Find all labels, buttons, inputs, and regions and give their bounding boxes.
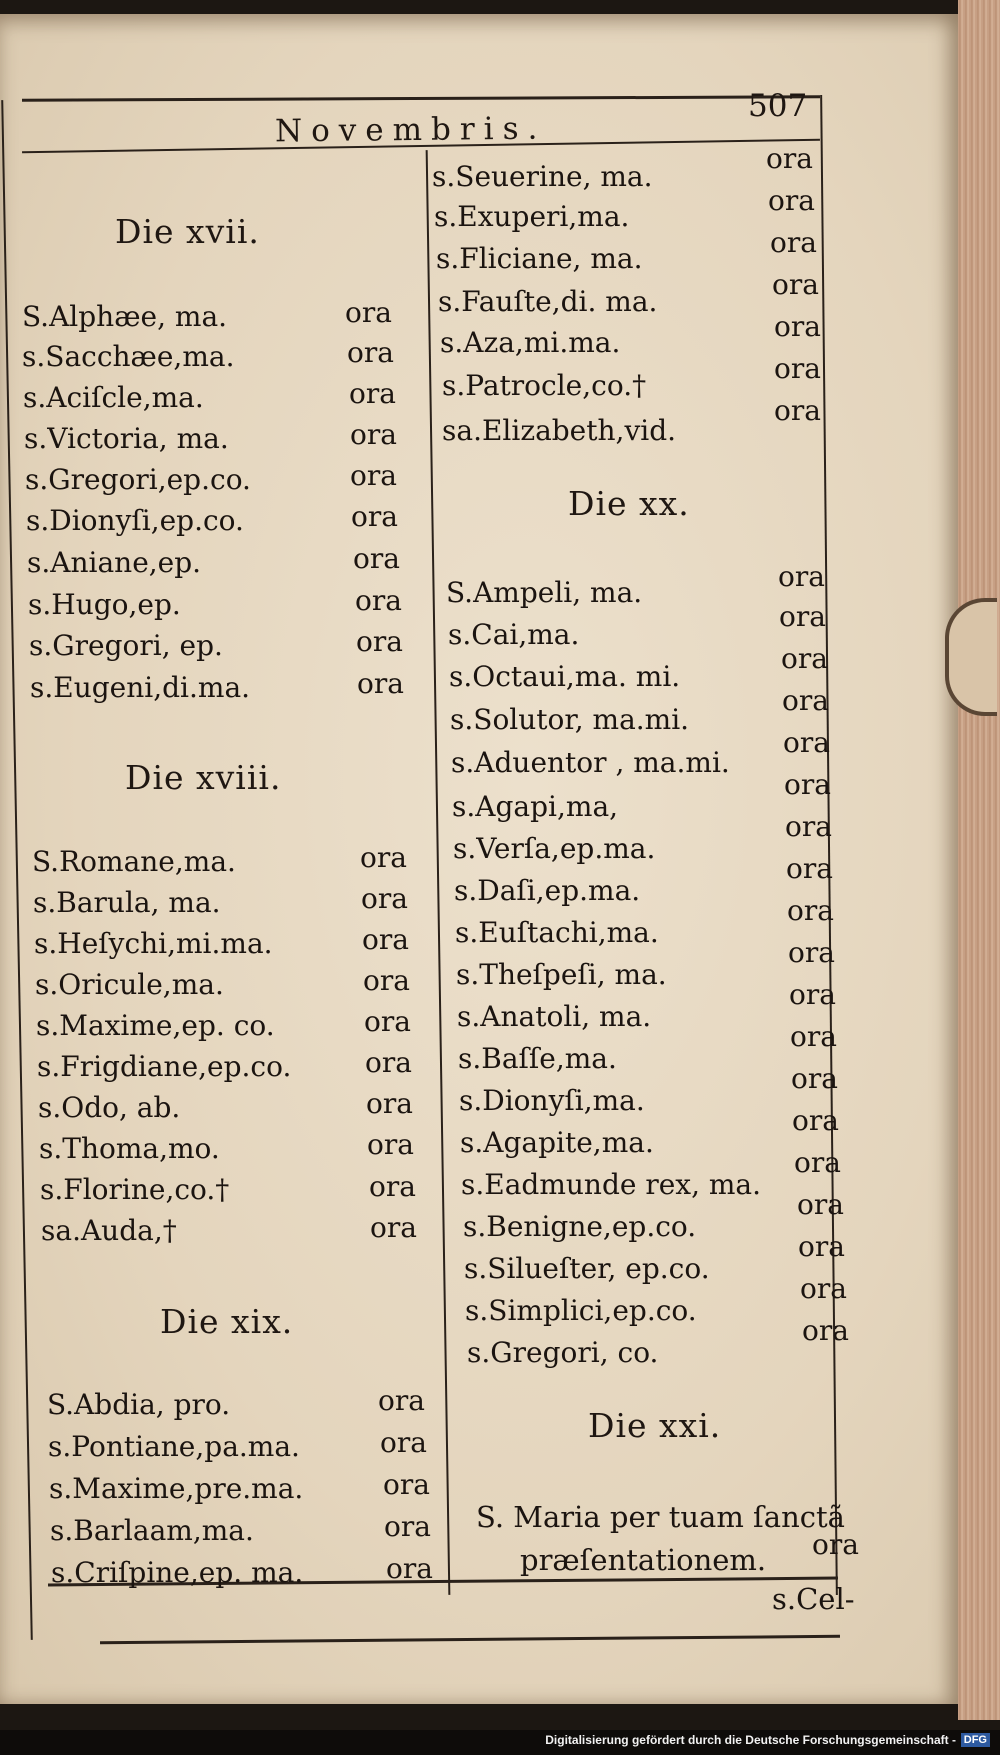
ora-response: ora (386, 1552, 433, 1585)
list-item: s.Solutor, ma.mi. (450, 703, 690, 736)
ora-response: ora (380, 1426, 427, 1459)
list-item: s.Maxime,pre.ma. (49, 1472, 304, 1505)
ora-response: ora (785, 810, 832, 843)
ora-response: ora (768, 184, 815, 217)
running-head: Novembris. (274, 110, 547, 150)
ora-response: ora (786, 852, 833, 885)
list-item: s.Cai,ma. (448, 618, 580, 651)
ora-response: ora (361, 882, 408, 915)
list-item: S.Abdia, pro. (47, 1388, 231, 1421)
list-item: S.Ampeli, ma. (446, 576, 643, 609)
ora-response: ora (789, 978, 836, 1011)
page-edges (958, 0, 1000, 1720)
ora-response: ora (774, 310, 821, 343)
list-item: s.Heſychi,mi.ma. (34, 927, 273, 960)
ora-response: ora (345, 296, 392, 329)
list-item: s.Aciſcle,ma. (23, 381, 204, 414)
catchword: s.Cel- (772, 1582, 855, 1616)
ora-response: ora (766, 142, 813, 175)
list-item: s.Victoria, ma. (24, 422, 229, 455)
day-heading-21: Die xxi. (588, 1406, 722, 1445)
list-item: S.Romane,ma. (32, 845, 236, 878)
ora-response: ora (356, 625, 403, 658)
ora-response: ora (365, 1046, 412, 1079)
ora-response: ora (812, 1528, 859, 1561)
list-item: s.Aza,mi.ma. (440, 326, 621, 359)
prayer-line: S. Maria per tuam ſanctã (476, 1500, 845, 1534)
ora-response: ora (350, 459, 397, 492)
list-item: s.Pontiane,pa.ma. (48, 1430, 300, 1463)
ora-response: ora (784, 768, 831, 801)
ora-response: ora (369, 1170, 416, 1203)
ora-response: ora (774, 394, 821, 427)
ora-response: ora (778, 560, 825, 593)
ora-response: ora (353, 542, 400, 575)
list-item: s.Gregori,ep.co. (25, 463, 251, 496)
list-item: s.Gregori, co. (467, 1336, 659, 1369)
ora-response: ora (791, 1062, 838, 1095)
ora-response: ora (366, 1087, 413, 1120)
ora-response: ora (351, 500, 398, 533)
ora-response: ora (360, 841, 407, 874)
book-clasp (945, 598, 997, 716)
list-item: s.Patrocle,co.† (442, 369, 647, 402)
list-item: s.Barlaam,ma. (50, 1514, 254, 1547)
list-item: s.Simplici,ep.co. (465, 1294, 697, 1327)
ora-response: ora (787, 894, 834, 927)
ora-response: ora (798, 1230, 845, 1263)
ora-response: ora (788, 936, 835, 969)
list-item: s.Benigne,ep.co. (463, 1210, 697, 1243)
list-item: s.Maxime,ep. co. (36, 1009, 275, 1042)
ora-response: ora (370, 1211, 417, 1244)
ora-response: ora (347, 336, 394, 369)
list-item: s.Eadmunde rex, ma. (461, 1168, 762, 1201)
ora-response: ora (783, 726, 830, 759)
ora-response: ora (378, 1384, 425, 1417)
ora-response: ora (782, 684, 829, 717)
list-item: s.Theſpeſi, ma. (456, 958, 667, 991)
prayer-line-continued: præſentationem. (520, 1543, 767, 1577)
dfg-logo: DFG (961, 1733, 990, 1747)
list-item: sa.Auda,† (41, 1214, 177, 1247)
ora-response: ora (797, 1188, 844, 1221)
ora-response: ora (772, 268, 819, 301)
list-item: s.Dionyſi,ep.co. (26, 504, 244, 537)
list-item: s.Baſſe,ma. (458, 1042, 617, 1075)
ora-response: ora (802, 1314, 849, 1347)
list-item: s.Verſa,ep.ma. (453, 832, 656, 865)
list-item: sa.Elizabeth,vid. (442, 414, 677, 447)
list-item: s.Odo, ab. (38, 1091, 181, 1124)
day-heading-19: Die xix. (160, 1302, 294, 1341)
ora-response: ora (790, 1020, 837, 1053)
list-item: s.Aduentor , ma.mi. (451, 746, 730, 779)
ora-response: ora (770, 226, 817, 259)
list-item: s.Anatoli, ma. (457, 1000, 652, 1033)
list-item: s.Agapi,ma, (452, 790, 619, 823)
ora-response: ora (794, 1146, 841, 1179)
ora-response: ora (350, 418, 397, 451)
ora-response: ora (367, 1128, 414, 1161)
ora-response: ora (792, 1104, 839, 1137)
list-item: s.Seuerine, ma. (432, 160, 653, 193)
list-item: s.Hugo,ep. (28, 588, 181, 621)
ora-response: ora (779, 600, 826, 633)
list-item: s.Aniane,ep. (27, 546, 202, 579)
ora-response: ora (800, 1272, 847, 1305)
ora-response: ora (781, 642, 828, 675)
list-item: s.Daſi,ep.ma. (454, 874, 641, 907)
list-item: s.Criſpine,ep. ma. (51, 1556, 304, 1589)
day-heading-20: Die xx. (568, 484, 690, 523)
list-item: s.Frigdiane,ep.co. (37, 1050, 292, 1083)
ora-response: ora (363, 964, 410, 997)
list-item: s.Barula, ma. (33, 886, 221, 919)
list-item: s.Euſtachi,ma. (455, 916, 659, 949)
day-heading-18: Die xviii. (125, 758, 282, 797)
list-item: s.Fliciane, ma. (436, 242, 643, 275)
ora-response: ora (364, 1005, 411, 1038)
list-item: S.Alphæe, ma. (22, 300, 228, 333)
list-item: s.Thoma,mo. (39, 1132, 220, 1165)
list-item: s.Dionyſi,ma. (459, 1084, 645, 1117)
ora-response: ora (774, 352, 821, 385)
ora-response: ora (362, 923, 409, 956)
ora-response: ora (349, 377, 396, 410)
list-item: s.Silueſter, ep.co. (464, 1252, 710, 1285)
list-item: s.Eugeni,di.ma. (30, 671, 251, 704)
day-heading-17: Die xvii. (115, 212, 260, 251)
list-item: s.Oricule,ma. (35, 968, 224, 1001)
list-item: s.Sacchæe,ma. (22, 340, 235, 373)
list-item: s.Florine,co.† (40, 1173, 230, 1206)
page-number: 507 (748, 88, 808, 124)
ora-response: ora (384, 1510, 431, 1543)
list-item: s.Octaui,ma. mi. (449, 660, 681, 693)
ora-response: ora (355, 584, 402, 617)
list-item: s.Fauſte,di. ma. (438, 285, 658, 318)
footer-credit: Digitalisierung gefördert durch die Deutsche Forschungsgemeinschaft - (545, 1733, 956, 1747)
list-item: s.Exuperi,ma. (434, 200, 630, 233)
list-item: s.Gregori, ep. (29, 629, 223, 662)
ora-response: ora (357, 667, 404, 700)
ora-response: ora (383, 1468, 430, 1501)
list-item: s.Agapite,ma. (460, 1126, 654, 1159)
